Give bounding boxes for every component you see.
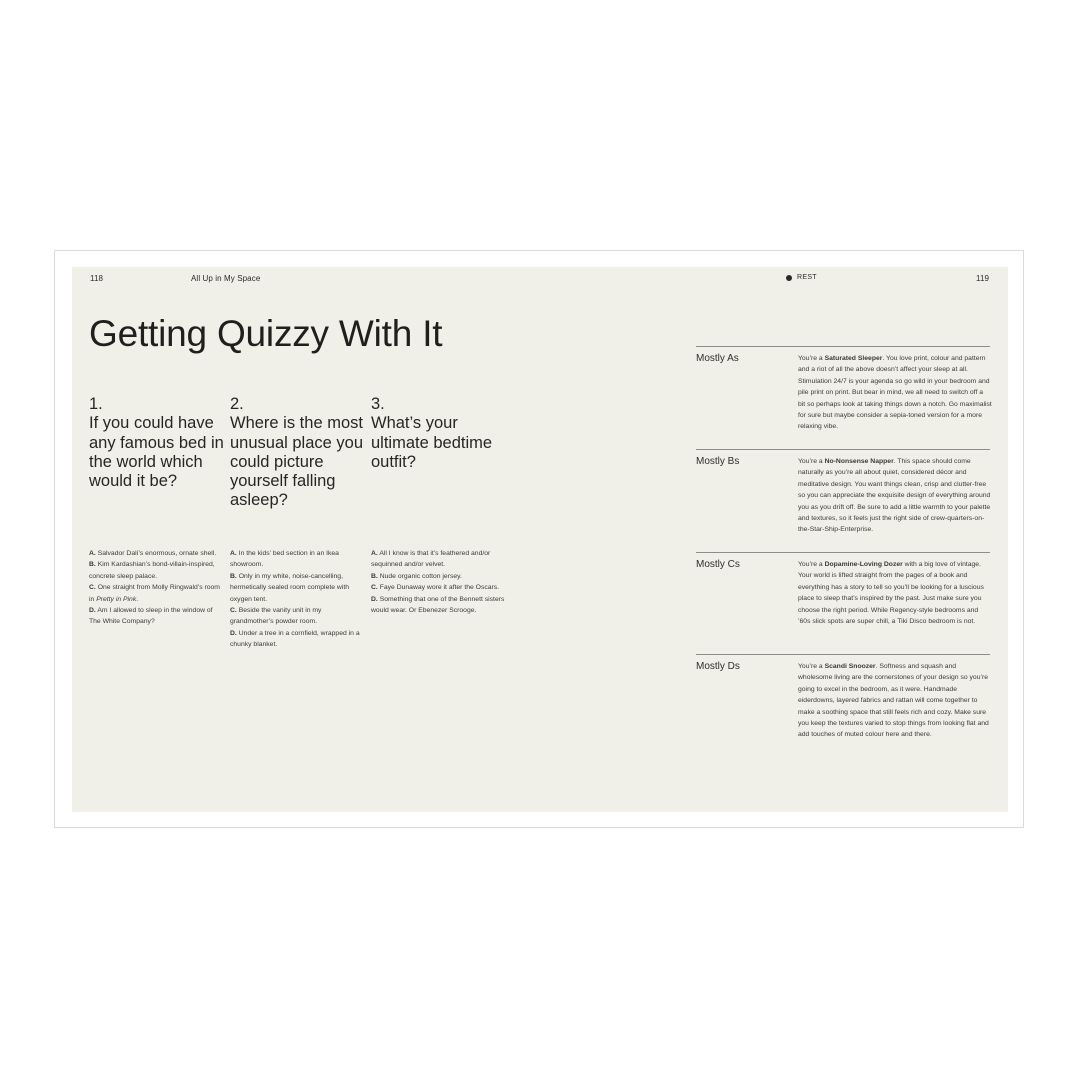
- result-label: Mostly Cs: [696, 559, 740, 570]
- result-mostly-ds: [696, 654, 990, 739]
- result-label: Mostly Ds: [696, 661, 740, 672]
- answer-list-2: [230, 548, 366, 651]
- answer-option: C. Beside the vanity unit in my grandmother’s powder room.: [230, 607, 322, 626]
- section-label: REST: [797, 274, 817, 281]
- answer-option: D. Something that one of the Bennett sisters would wear. Or Ebenezer Scrooge.: [371, 595, 505, 615]
- page-title: Getting Quizzy With It: [89, 313, 443, 354]
- page-number-right: 119: [976, 274, 990, 283]
- question-text: If you could have any famous bed in the world which would it be?: [89, 414, 224, 491]
- result-description: You’re a Dopamine-Loving Dozer with a big love of vintage. Your world is lifted straight from the pages of a book and everything has a story to tell so you’ll be looking for a luscious place to sleep that’s inspired by the past. Just make sure you choose the right period. While Regency-style bedrooms and ’60s slick spots are super chill, a Tiki Disco bedroom is not.: [798, 561, 984, 626]
- answer-list-1: [89, 548, 225, 628]
- result-mostly-as: [696, 346, 992, 431]
- result-label: Mostly As: [696, 353, 739, 364]
- quiz-question-1: [89, 395, 224, 491]
- answer-option: A. In the kids’ bed section in an Ikea showroom.: [230, 550, 339, 569]
- answer-option: D. Am I allowed to sleep in the window of The White Company?: [89, 607, 213, 626]
- running-title: All Up in My Space: [191, 274, 261, 283]
- quiz-question-3: [371, 395, 506, 472]
- result-description: You’re a Saturated Sleeper. You love print, colour and pattern and a riot of all the above doesn’t affect your sleep at all. Stimulation 24/7 is your agenda so go wild in your bedroom and pile print on print. But bear in mind, we all need to switch off a bit so perhaps look at taking things down a notch. Go maximalist for sure but maybe consider a sepia-toned version for a more relaxing vibe.: [798, 355, 992, 431]
- answer-option: B. Only in my white, noise-cancelling, hermetically sealed room complete with oxygen tent.: [230, 572, 349, 603]
- answer-option: D. Under a tree in a cornfield, wrapped in a chunky blanket.: [230, 629, 360, 649]
- answer-list-3: [371, 548, 507, 616]
- question-number: 3.: [371, 395, 385, 413]
- bullet-icon: [786, 275, 792, 281]
- answer-option: B. Kim Kardashian’s bond-villain-inspired, concrete sleep palace.: [89, 561, 215, 580]
- answer-option: C. One straight from Molly Ringwald’s room in Pretty in Pink.: [89, 584, 220, 603]
- result-description: You’re a No-Nonsense Napper. This space should come naturally as you’re all about quiet, considered décor and meditative design. You want things clean, crisp and clutter-free so you can appreciate the exquisite design of everything around you as you drift off. Be sure to add a little warmth to your palette and textures, so it feels just the right side of crew-quarters-on-the-Star-Ship-Enterprise.: [798, 458, 991, 534]
- answer-option: A. All I know is that it’s feathered and/or sequinned and/or velvet.: [371, 550, 491, 569]
- question-text: Where is the most unusual place you could picture yourself falling asleep?: [230, 414, 364, 510]
- quiz-question-2: [230, 395, 365, 511]
- result-mostly-cs: [696, 552, 990, 626]
- result-description: You’re a Scandi Snoozer. Softness and squash and wholesome living are the cornerstones of your design so you’re going to excel in the bedroom, as it were. Handmade eiderdowns, layered fabrics and rattan will come together to make a soothing space that still feels rich and cozy. Make sure you keep the textures varied to stop things from looking flat and add touches of muted colour here and there.: [798, 663, 989, 739]
- answer-option: A. Salvador Dalí’s enormous, ornate shell.: [89, 550, 217, 557]
- answer-option: C. Faye Dunaway wore it after the Oscars.: [371, 584, 500, 592]
- page-number-left: 118: [90, 274, 104, 283]
- question-number: 1.: [89, 395, 103, 413]
- section-marker: [786, 274, 817, 281]
- result-label: Mostly Bs: [696, 456, 740, 467]
- question-number: 2.: [230, 395, 244, 413]
- answer-option: B. Nude organic cotton jersey.: [371, 572, 462, 580]
- question-text: What’s your ultimate bedtime outfit?: [371, 414, 493, 471]
- result-mostly-bs: [696, 449, 991, 534]
